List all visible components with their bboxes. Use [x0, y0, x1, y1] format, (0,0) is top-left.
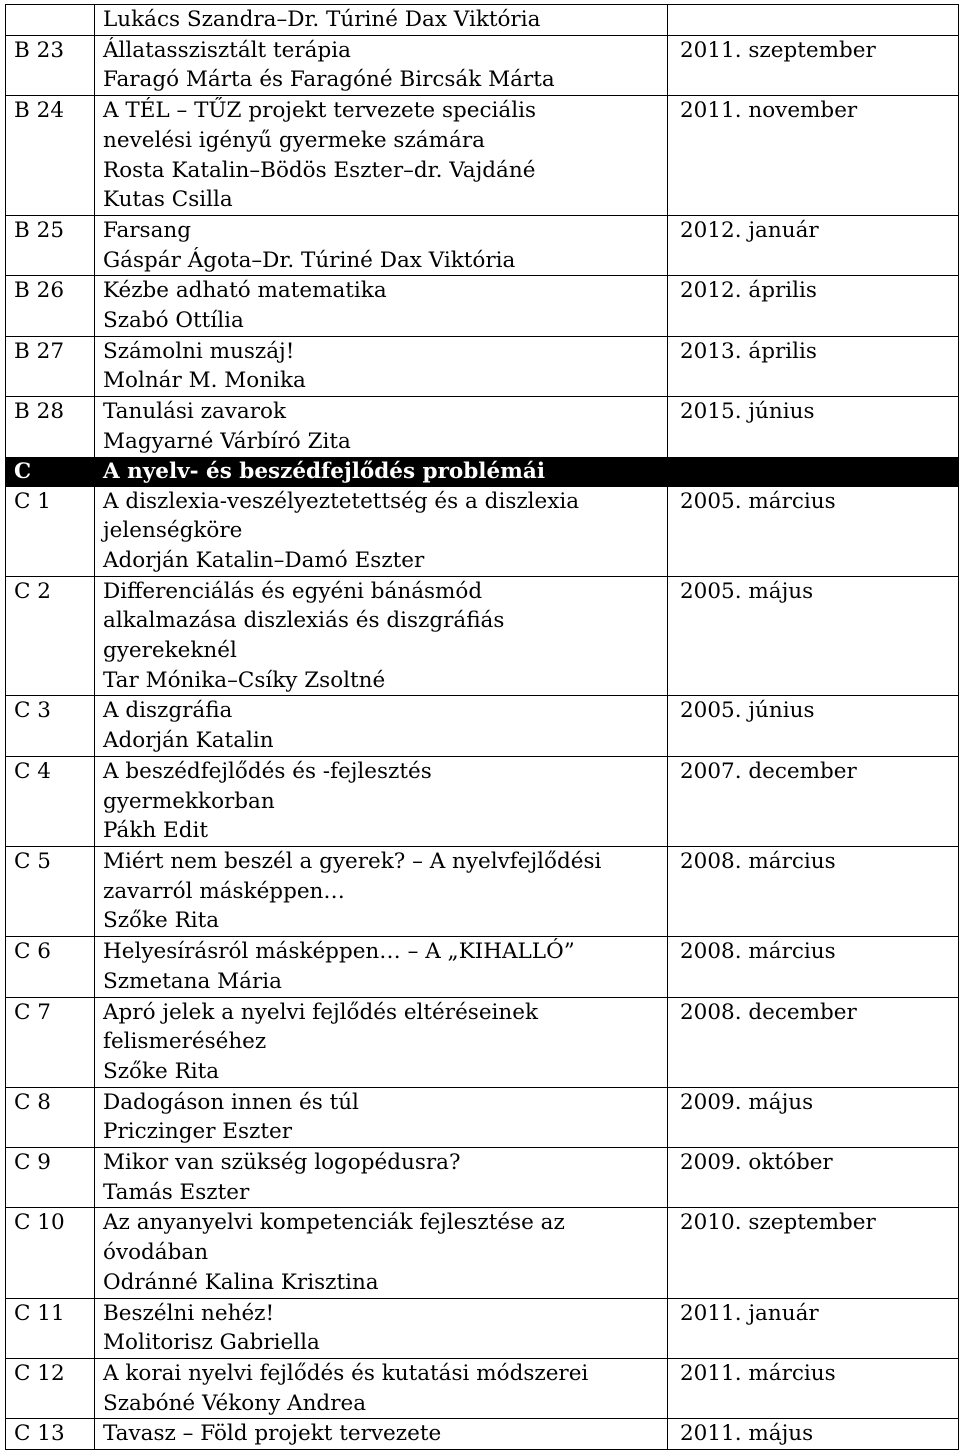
item-text-line: Adorján Katalin	[103, 728, 274, 754]
item-text-line: A korai nyelvi fejlődés és kutatási módszerei	[103, 1360, 589, 1386]
item-text-line: A nyelv- és beszédfejlődés problémái	[103, 458, 545, 484]
item-text-line: gyermekkorban	[103, 788, 275, 814]
item-title-cell	[95, 215, 668, 275]
table-row	[6, 937, 959, 997]
item-text-line: A diszlexia-veszélyeztetettség és a diszlexia	[103, 488, 580, 514]
item-date: 2011. november	[668, 96, 959, 216]
item-text-line: Mikor van szükség logopédusra?	[103, 1150, 461, 1176]
item-title-cell	[95, 937, 668, 997]
item-code: C 11	[6, 1298, 95, 1358]
item-text-line: Apró jelek a nyelvi fejlődés eltéréseinek	[103, 999, 539, 1025]
item-date: 2012. április	[668, 276, 959, 336]
table-row	[6, 486, 959, 576]
item-code: C 5	[6, 846, 95, 936]
item-code: B 23	[6, 35, 95, 95]
item-text-line: óvodában	[103, 1240, 209, 1266]
item-date: 2015. június	[668, 397, 959, 457]
item-text-line: Szmetana Mária	[103, 968, 282, 994]
section-title	[95, 457, 668, 486]
table-row	[6, 215, 959, 275]
item-title-cell	[95, 96, 668, 216]
item-title-cell	[95, 1208, 668, 1298]
table-row	[6, 846, 959, 936]
item-date: 2009. május	[668, 1087, 959, 1147]
item-text-line: A TÉL – TŰZ projekt tervezete speciális	[103, 98, 537, 124]
item-text-line: Szőke Rita	[103, 908, 220, 934]
table-row	[6, 696, 959, 756]
item-text-line: gyerekeknél	[103, 638, 237, 664]
item-title-cell	[95, 5, 668, 36]
item-title-cell	[95, 1358, 668, 1418]
item-date: 2011. szeptember	[668, 35, 959, 95]
item-code: B 27	[6, 336, 95, 396]
item-title-cell	[95, 696, 668, 756]
catalog-body	[6, 5, 959, 1450]
item-code: C 7	[6, 997, 95, 1087]
item-text-line: Kézbe adható matematika	[103, 278, 387, 304]
item-title-cell	[95, 336, 668, 396]
item-text-line: Odránné Kalina Krisztina	[103, 1269, 379, 1295]
item-text-line: Kutas Csilla	[103, 187, 233, 213]
item-date: 2005. május	[668, 576, 959, 696]
item-title-cell	[95, 276, 668, 336]
item-code: C 6	[6, 937, 95, 997]
item-date: 2012. január	[668, 215, 959, 275]
item-text-line: jelenségköre	[103, 518, 243, 544]
item-code: B 26	[6, 276, 95, 336]
item-text-line: Dadogáson innen és túl	[103, 1089, 359, 1115]
item-title-cell	[95, 756, 668, 846]
item-text-line: Szőke Rita	[103, 1058, 220, 1084]
table-row	[6, 96, 959, 216]
section-header-row	[6, 457, 959, 486]
table-row	[6, 276, 959, 336]
item-date: 2009. október	[668, 1148, 959, 1208]
item-code: C 1	[6, 486, 95, 576]
item-code: C 8	[6, 1087, 95, 1147]
table-row	[6, 35, 959, 95]
item-title-cell	[95, 35, 668, 95]
item-text-line: Pákh Edit	[103, 818, 209, 844]
item-date: 2013. április	[668, 336, 959, 396]
publication-catalog-table	[5, 4, 959, 1450]
table-row	[6, 1148, 959, 1208]
item-code: B 25	[6, 215, 95, 275]
item-text-line: Farsang	[103, 217, 192, 243]
item-title-cell	[95, 1148, 668, 1208]
item-code: C 10	[6, 1208, 95, 1298]
item-title-cell	[95, 576, 668, 696]
item-text-line: nevelési igényű gyermeke számára	[103, 127, 485, 153]
item-text-line: A diszgráfia	[103, 698, 233, 724]
item-text-line: Adorján Katalin–Damó Eszter	[103, 547, 425, 573]
item-text-line: Molnár M. Monika	[103, 368, 306, 394]
item-date: 2005. június	[668, 696, 959, 756]
table-row	[6, 397, 959, 457]
item-code: C 3	[6, 696, 95, 756]
item-text-line: felismeréséhez	[103, 1029, 267, 1055]
item-title-cell	[95, 397, 668, 457]
item-text-line: A beszédfejlődés és -fejlesztés	[103, 758, 432, 784]
table-row	[6, 1298, 959, 1358]
item-code: C 9	[6, 1148, 95, 1208]
item-code: C 4	[6, 756, 95, 846]
section-code: C	[6, 457, 95, 486]
item-text-line: alkalmazása diszlexiás és diszgráfiás	[103, 608, 505, 634]
item-date	[668, 5, 959, 36]
table-row	[6, 5, 959, 36]
item-date: 2010. szeptember	[668, 1208, 959, 1298]
item-text-line: Tar Mónika–Csíky Zsoltné	[103, 667, 386, 693]
table-row	[6, 576, 959, 696]
item-title-cell	[95, 486, 668, 576]
item-text-line: Miért nem beszél a gyerek? – A nyelvfejlődési	[103, 848, 602, 874]
item-text-line: Tamás Eszter	[103, 1179, 250, 1205]
item-title-cell	[95, 1298, 668, 1358]
item-date: 2011. március	[668, 1358, 959, 1418]
item-text-line: Helyesírásról másképpen… – A „KIHALLÓ”	[103, 939, 575, 965]
item-code: B 24	[6, 96, 95, 216]
item-text-line: Differenciálás és egyéni bánásmód	[103, 578, 483, 604]
item-text-line: Szabó Ottília	[103, 308, 244, 334]
item-text-line: Lukács Szandra–Dr. Túriné Dax Viktória	[103, 7, 541, 32]
item-code: C 2	[6, 576, 95, 696]
item-title-cell	[95, 1419, 668, 1450]
item-text-line: Molitorisz Gabriella	[103, 1330, 320, 1356]
item-title-cell	[95, 846, 668, 936]
item-text-line: Rosta Katalin–Bödös Eszter–dr. Vajdáné	[103, 157, 536, 183]
table-row	[6, 997, 959, 1087]
item-text-line: Beszélni nehéz!	[103, 1300, 275, 1326]
item-date: 2011. január	[668, 1298, 959, 1358]
table-row	[6, 1087, 959, 1147]
item-title-cell	[95, 997, 668, 1087]
item-text-line: Számolni muszáj!	[103, 338, 295, 364]
table-row	[6, 1419, 959, 1450]
item-date: 2005. március	[668, 486, 959, 576]
item-code	[6, 5, 95, 36]
table-row	[6, 1208, 959, 1298]
item-code: C 13	[6, 1419, 95, 1450]
item-date: 2008. március	[668, 846, 959, 936]
item-text-line: Gáspár Ágota–Dr. Túriné Dax Viktória	[103, 247, 516, 273]
item-date: 2011. május	[668, 1419, 959, 1450]
item-text-line: Az anyanyelvi kompetenciák fejlesztése az	[103, 1210, 565, 1236]
table-row	[6, 756, 959, 846]
item-date: 2008. december	[668, 997, 959, 1087]
table-row	[6, 336, 959, 396]
item-code: B 28	[6, 397, 95, 457]
item-text-line: Priczinger Eszter	[103, 1119, 293, 1145]
item-text-line: Állatasszisztált terápia	[103, 37, 351, 63]
item-text-line: zavarról másképpen…	[103, 878, 345, 904]
item-title-cell	[95, 1087, 668, 1147]
item-date	[668, 457, 959, 486]
item-text-line: Faragó Márta és Faragóné Bircsák Márta	[103, 67, 555, 93]
table-row	[6, 1358, 959, 1418]
item-text-line: Magyarné Várbíró Zita	[103, 428, 351, 454]
item-text-line: Szabóné Vékony Andrea	[103, 1390, 367, 1416]
item-text-line: Tavasz – Föld projekt tervezete	[103, 1421, 442, 1447]
item-date: 2008. március	[668, 937, 959, 997]
item-code: C 12	[6, 1358, 95, 1418]
item-date: 2007. december	[668, 756, 959, 846]
item-text-line: Tanulási zavarok	[103, 399, 286, 425]
